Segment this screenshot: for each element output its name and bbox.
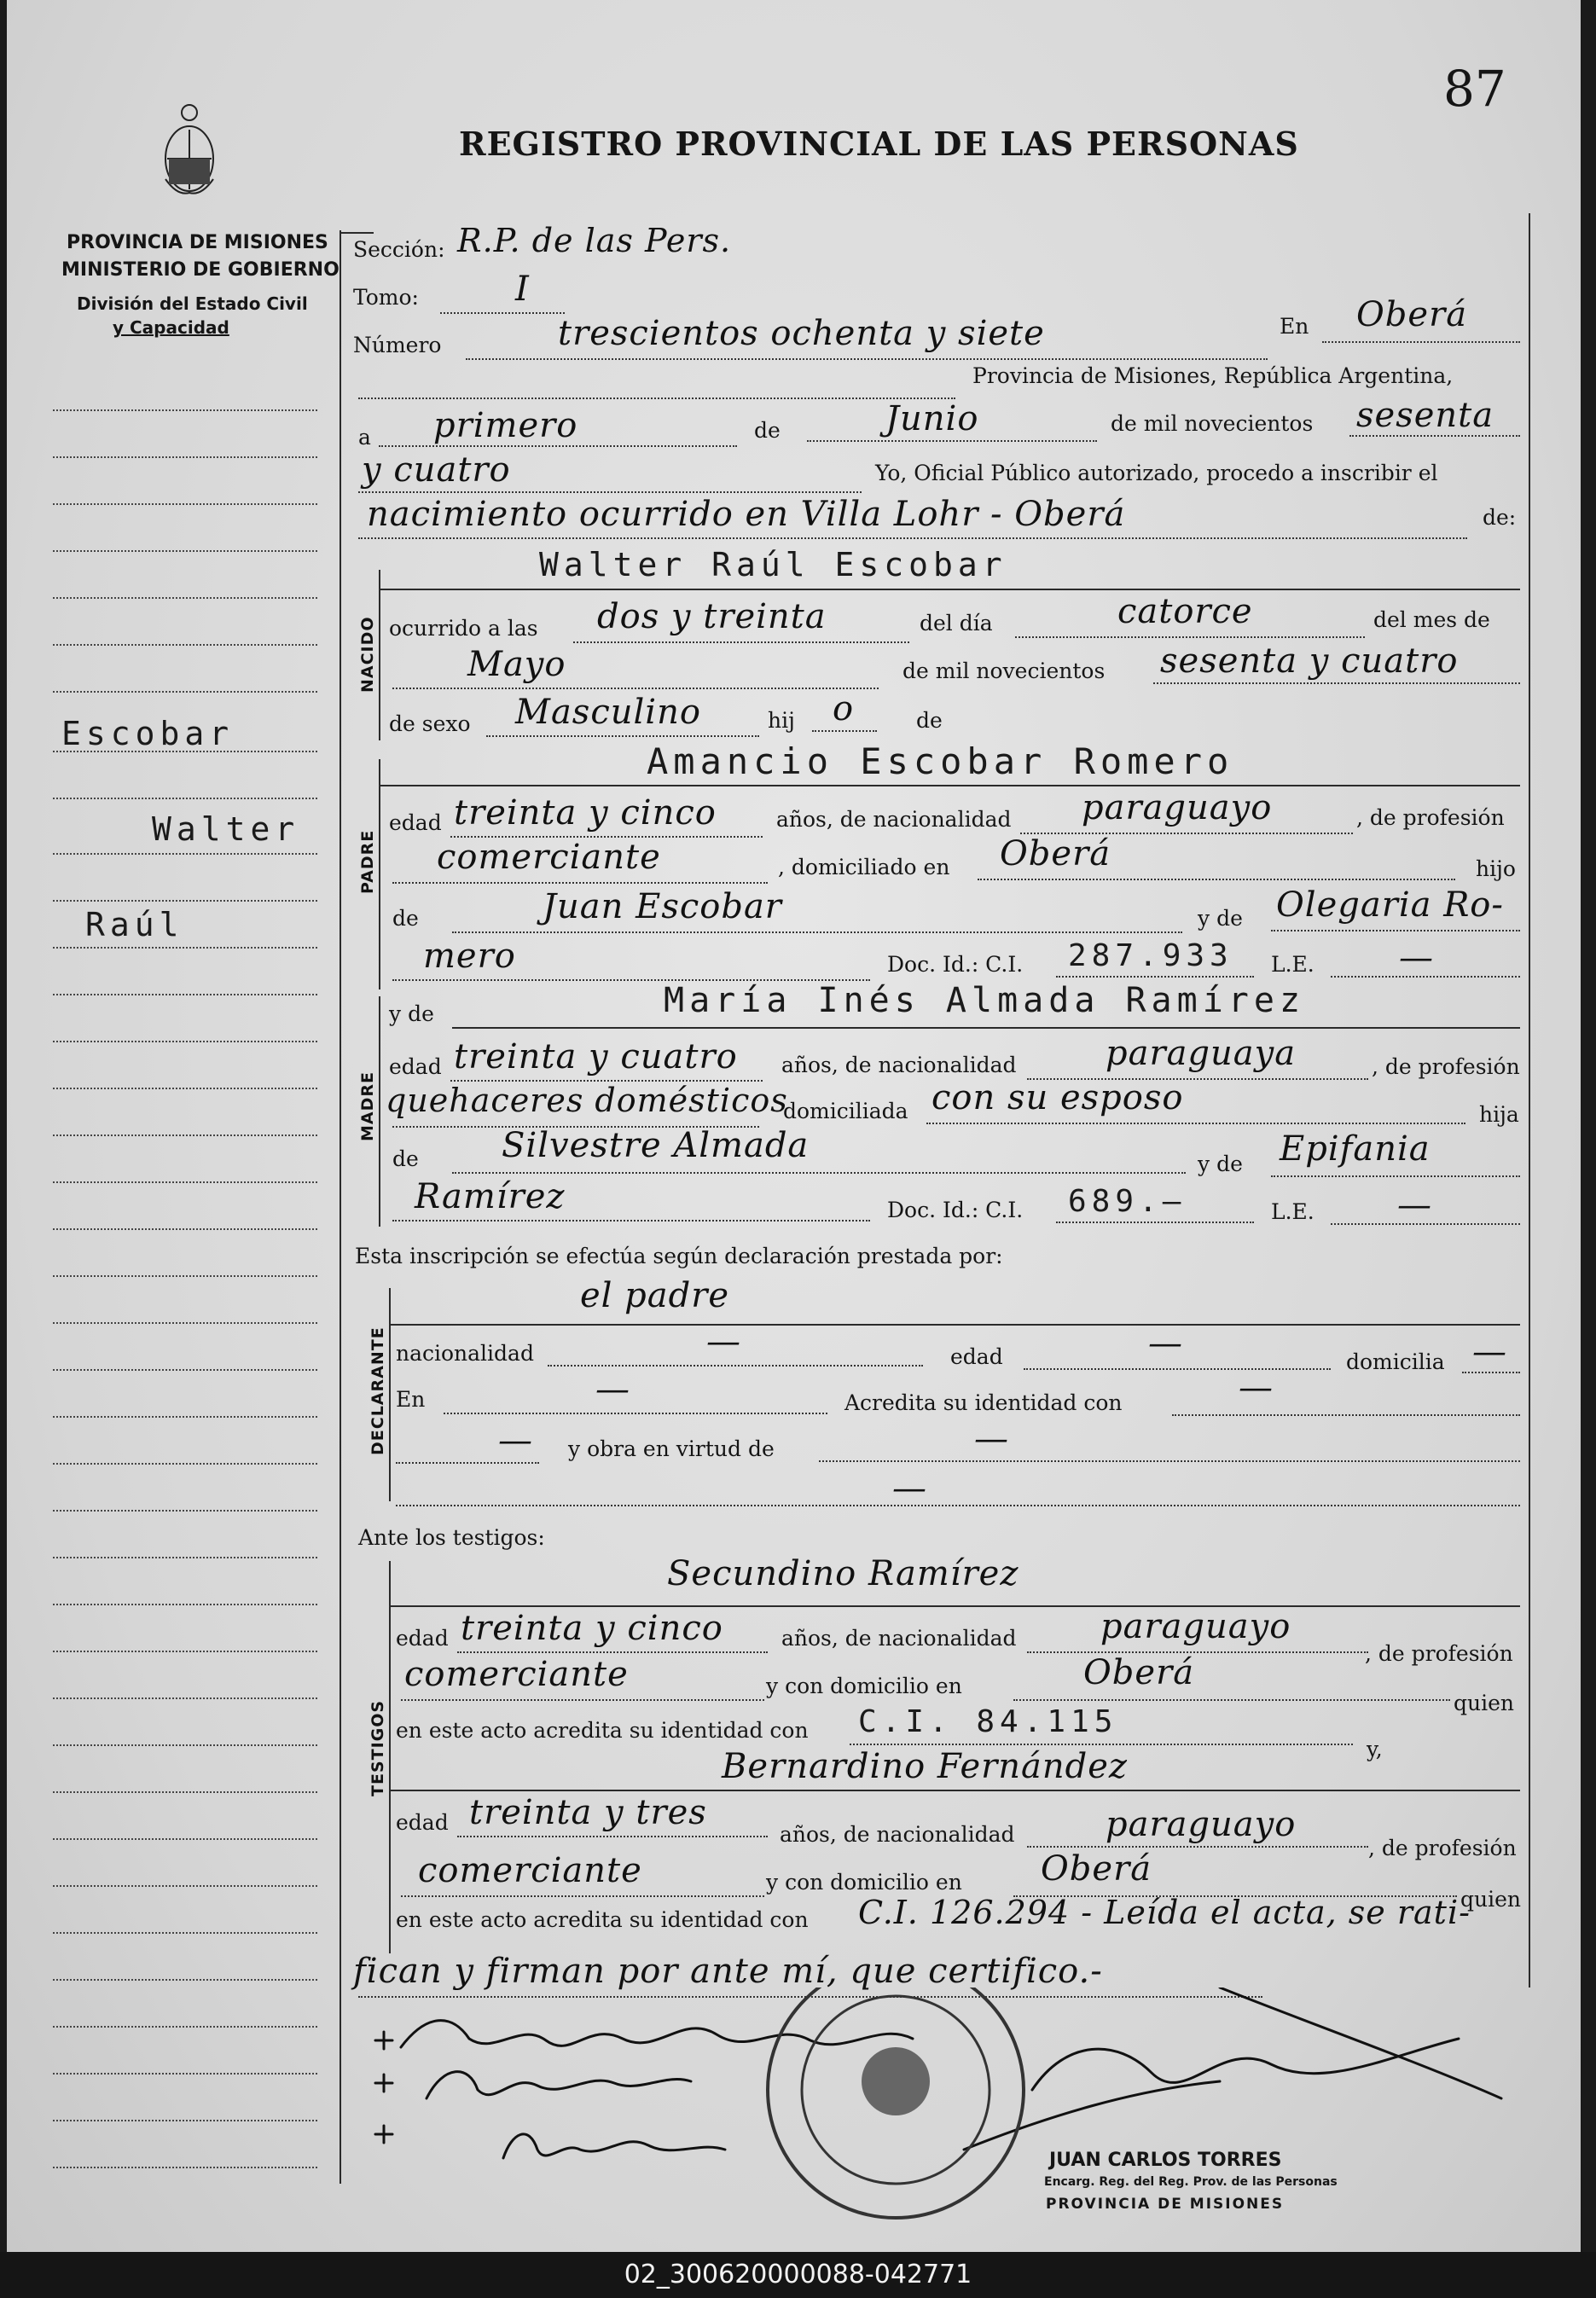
value-decl-extra: —	[892, 1469, 927, 1508]
dotted-line	[396, 1462, 539, 1464]
rule-line	[379, 785, 1520, 786]
margin-name-1: Walter	[152, 810, 300, 848]
value-padre-ci: 287.933	[1068, 938, 1233, 973]
label-domiciliado: , domiciliado en	[778, 855, 950, 879]
signature-testigo-1	[427, 2072, 691, 2098]
margin-line	[53, 550, 317, 552]
label-ocurrido: ocurrido a las	[389, 616, 538, 641]
value-madre-nac: paraguaya	[1106, 1034, 1297, 1073]
value-madre-prof: quehaceres domésticos	[386, 1082, 788, 1119]
value-t1-dom: Oberá	[1083, 1653, 1195, 1692]
dotted-line	[444, 1413, 827, 1414]
rule-line	[389, 1605, 1520, 1607]
dotted-line	[392, 882, 768, 884]
label-domiciliada: domiciliada	[783, 1099, 908, 1123]
value-cierre: fican y firman por ante mí, que certifico.-	[353, 1952, 1103, 1991]
dotted-line	[1027, 1846, 1368, 1848]
value-t1-nac: paraguayo	[1100, 1607, 1291, 1646]
value-madre-le: —	[1397, 1186, 1432, 1225]
margin-line	[53, 1041, 317, 1042]
dotted-line	[807, 440, 1097, 442]
rule-line	[452, 1027, 1520, 1029]
value-decl-acredita: —	[1239, 1368, 1274, 1407]
margin-line	[53, 1510, 317, 1512]
tag-testigos: TESTIGOS	[369, 1699, 387, 1796]
testigos-bracket	[389, 1561, 391, 1953]
label-con-dom-t2: y con domicilio en	[766, 1870, 962, 1895]
label-en: En	[1280, 314, 1309, 339]
margin-line	[53, 1369, 317, 1371]
frame-top-stub	[340, 232, 374, 234]
value-testigo1: Secundino Ramírez	[667, 1554, 1019, 1593]
margin-line	[53, 1088, 317, 1089]
dotted-line	[358, 537, 1467, 539]
margin-name-2: Raúl	[85, 906, 184, 943]
margin-line	[53, 1651, 317, 1652]
value-abuelo-m: Silvestre Almada	[502, 1126, 810, 1165]
dotted-line	[401, 1699, 764, 1701]
label-en-este-acto-t2: en este acto acredita su identidad con	[396, 1907, 809, 1932]
signature-padre	[401, 2021, 913, 2047]
label-de-mil: de mil novecientos	[1111, 411, 1314, 436]
value-t2-dom: Oberá	[1041, 1849, 1152, 1889]
value-mes-nac: Mayo	[467, 645, 566, 684]
margin-line	[53, 2026, 317, 2028]
label-de-abuelo-m: de	[392, 1146, 419, 1171]
value-padre-le: —	[1399, 938, 1434, 978]
value-abuela-p-a: Olegaria Ro-	[1276, 885, 1504, 925]
value-t2-nac: paraguayo	[1106, 1805, 1297, 1844]
label-con-dom-t1: y con domicilio en	[766, 1674, 962, 1698]
value-testigo2: Bernardino Fernández	[722, 1747, 1128, 1786]
value-numero: trescientos ochenta y siete	[558, 314, 1045, 353]
page-title: REGISTRO PROVINCIAL DE LAS PERSONAS	[459, 125, 1299, 163]
official-role: Encarg. Reg. del Reg. Prov. de las Personas	[1044, 2175, 1338, 2189]
label-en-decl: En	[396, 1387, 426, 1412]
official-province: PROVINCIA DE MISIONES	[1046, 2196, 1285, 2213]
dotted-line	[358, 491, 862, 493]
label-numero: Número	[353, 333, 442, 357]
value-abuela-m-b: Ramírez	[415, 1177, 566, 1216]
margin-line	[53, 1697, 317, 1699]
value-decl-edad: —	[1148, 1324, 1183, 1363]
value-dia: primero	[433, 406, 578, 445]
frame-right-line	[1529, 213, 1530, 1988]
label-seccion: Sección:	[353, 237, 445, 262]
label-de-profesion-t2: , de profesión	[1368, 1836, 1517, 1860]
margin-line	[53, 691, 317, 693]
value-t2-ci: C.I. 126.294 - Leída el acta, se rati-	[858, 1894, 1471, 1931]
value-t1-ci: C.I. 84.115	[858, 1704, 1118, 1739]
frame-left-line	[340, 230, 341, 2184]
value-decl-en: —	[595, 1370, 630, 1409]
dotted-line	[379, 445, 737, 447]
coat-of-arms-icon	[160, 101, 218, 201]
dotted-line	[1153, 682, 1520, 684]
label-doc-madre: Doc. Id.: C.I.	[887, 1198, 1024, 1222]
declarante-bracket	[389, 1288, 391, 1501]
margin-line	[53, 2120, 317, 2121]
signature-oficial	[1032, 2039, 1459, 2090]
dotted-line	[1013, 1699, 1450, 1701]
value-decl-dom: —	[1472, 1332, 1507, 1372]
margin-line	[53, 1322, 317, 1324]
value-abuela-m-a: Epifania	[1280, 1129, 1431, 1169]
label-del-mes: del mes de	[1373, 607, 1490, 632]
value-seccion: R.P. de las Pers.	[457, 222, 732, 259]
value-hora: dos y treinta	[597, 597, 827, 636]
label-tomo: Tomo:	[353, 285, 419, 310]
label-en-este-acto-t1: en este acto acredita su identidad con	[396, 1718, 809, 1743]
value-hij-suffix: o	[833, 689, 855, 728]
margin-line	[53, 1979, 317, 1981]
padre-bracket	[379, 759, 380, 989]
registry-seal	[768, 1988, 1024, 2218]
dotted-line	[850, 1744, 1353, 1745]
signature-testigo-2	[503, 2134, 725, 2158]
value-decl-obra: —	[974, 1419, 1009, 1459]
margin-line	[53, 1275, 317, 1277]
dotted-line	[1172, 1414, 1520, 1416]
margin-line	[53, 1791, 317, 1793]
label-de-abuelo-p: de	[392, 906, 419, 931]
official-name: JUAN CARLOS TORRES	[1049, 2150, 1282, 2171]
signatures-area	[367, 1988, 1561, 2243]
margin-line	[53, 1181, 317, 1183]
value-padre-prof: comerciante	[437, 838, 661, 877]
label-y-de-abuela-m: y de	[1198, 1152, 1243, 1176]
label-de-profesion-padre: , de profesión	[1356, 805, 1505, 830]
dotted-line	[452, 1172, 1186, 1174]
dotted-line	[1027, 1651, 1368, 1653]
dotted-line	[978, 879, 1455, 880]
margin-line	[53, 798, 317, 799]
margin-line	[53, 2167, 317, 2168]
page-number: 87	[1443, 60, 1506, 118]
org-line-2: MINISTERIO DE GOBIERNO	[61, 259, 340, 281]
dotted-line	[486, 735, 759, 737]
dotted-line	[1349, 435, 1520, 437]
margin-line	[53, 597, 317, 599]
label-de: de	[754, 418, 781, 443]
value-abuela-p-b: mero	[423, 937, 516, 976]
margin-line	[53, 1134, 317, 1136]
label-de-profesion-t1: , de profesión	[1365, 1641, 1513, 1666]
value-decl-nac: —	[706, 1322, 741, 1361]
value-padre-nac: paraguayo	[1082, 788, 1273, 827]
dotted-line	[926, 1123, 1465, 1124]
footer-id: 02_300620000088-042771	[0, 2252, 1596, 2298]
label-de-profesion-madre: , de profesión	[1372, 1054, 1520, 1079]
value-padre-nombre: Amancio Escobar Romero	[647, 740, 1234, 782]
margin-line	[53, 1838, 317, 1840]
value-t1-prof: comerciante	[404, 1655, 629, 1694]
value-anio-a: sesenta	[1356, 396, 1494, 435]
label-de-mil-2: de mil novecientos	[902, 659, 1106, 683]
label-le-padre: L.E.	[1271, 952, 1315, 977]
value-padre-dom: Oberá	[1000, 834, 1111, 873]
dotted-line	[1462, 1372, 1520, 1373]
tag-padre: PADRE	[358, 829, 377, 894]
rule-line	[389, 1324, 1520, 1326]
label-le-madre: L.E.	[1271, 1199, 1315, 1224]
margin-line	[53, 994, 317, 995]
value-madre-nombre: María Inés Almada Ramírez	[664, 981, 1306, 1020]
label-domicilia: domicilia	[1346, 1349, 1445, 1374]
tag-nacido: NACIDO	[358, 616, 377, 693]
rule-line	[389, 1790, 1520, 1791]
dotted-line	[1322, 341, 1520, 343]
dotted-line	[452, 931, 1182, 933]
dotted-line	[457, 1836, 768, 1837]
margin-line	[53, 1228, 317, 1230]
margin-line	[53, 1416, 317, 1418]
tag-declarante: DECLARANTE	[369, 1326, 387, 1455]
label-nacionalidad-decl: nacionalidad	[396, 1341, 534, 1366]
rule-line	[379, 589, 1520, 590]
margin-line	[53, 644, 317, 646]
dotted-line	[1056, 976, 1254, 978]
dotted-line	[548, 1365, 923, 1367]
label-edad-t1: edad	[396, 1626, 449, 1651]
org-line-3: División del Estado Civil	[77, 293, 308, 314]
dotted-line	[819, 1460, 1520, 1462]
value-nacimiento: nacimiento ocurrido en Villa Lohr - Oberá	[367, 495, 1126, 534]
label-doc-padre: Doc. Id.: C.I.	[887, 952, 1024, 977]
label-edad-decl: edad	[950, 1344, 1003, 1369]
value-decl-misc: —	[498, 1421, 533, 1460]
value-anio-nac: sesenta y cuatro	[1160, 641, 1459, 681]
dotted-line	[1024, 1368, 1331, 1370]
value-sexo: Masculino	[515, 693, 701, 732]
dotted-line	[358, 398, 955, 399]
value-padre-edad: treinta y cinco	[454, 793, 717, 833]
label-anos-nac-padre: años, de nacionalidad	[776, 807, 1012, 832]
label-del-dia: del día	[920, 611, 993, 635]
label-de-sexo: de sexo	[389, 711, 471, 736]
value-t2-prof: comerciante	[418, 1851, 642, 1890]
label-inscripcion: Esta inscripción se efectúa según declaración prestada por:	[355, 1244, 1003, 1268]
margin-line	[53, 853, 317, 855]
value-anio-b: y cuatro	[362, 450, 511, 490]
dotted-line	[440, 312, 565, 314]
dotted-line	[401, 1895, 764, 1897]
tag-madre: MADRE	[358, 1071, 377, 1141]
label-quien-t2: quien	[1460, 1887, 1521, 1912]
margin-line	[53, 1604, 317, 1605]
org-line-1: PROVINCIA DE MISIONES	[67, 232, 328, 253]
label-acredita: Acredita su identidad con	[844, 1390, 1123, 1415]
value-dia-nac: catorce	[1117, 592, 1253, 631]
label-obra: y obra en virtud de	[568, 1436, 775, 1461]
value-declarante: el padre	[580, 1276, 730, 1315]
org-line-4: y Capacidad	[113, 317, 229, 338]
madre-bracket	[379, 996, 380, 1227]
value-t2-edad: treinta y tres	[469, 1793, 707, 1832]
dotted-line	[1056, 1222, 1254, 1223]
label-anos-nac-madre: años, de nacionalidad	[781, 1053, 1017, 1077]
value-lugar: Oberá	[1356, 295, 1468, 334]
value-madre-ci: 689.—	[1068, 1184, 1187, 1219]
dotted-line	[1015, 636, 1365, 638]
margin-line	[53, 503, 317, 505]
label-a: a	[358, 425, 371, 450]
nacido-bracket	[379, 570, 380, 740]
margin-line	[53, 1463, 317, 1465]
margin-line	[53, 900, 317, 902]
label-edad-madre: edad	[389, 1054, 442, 1079]
dotted-line	[1271, 930, 1520, 931]
label-yo: Yo, Oficial Público autorizado, procedo a inscribir el	[875, 461, 1438, 485]
dotted-line	[1271, 1175, 1520, 1177]
label-de-colon: de:	[1483, 505, 1517, 530]
value-t1-edad: treinta y cinco	[461, 1609, 723, 1648]
dotted-line	[466, 358, 1268, 360]
margin-line	[53, 409, 317, 411]
margin-line	[53, 456, 317, 458]
margin-line	[53, 1885, 317, 1887]
label-hij: hij	[768, 708, 795, 733]
label-anos-nac-t2: años, de nacionalidad	[780, 1822, 1015, 1847]
label-ante: Ante los testigos:	[358, 1525, 545, 1550]
margin-line	[53, 1744, 317, 1746]
label-provincia: Provincia de Misiones, República Argentina,	[972, 363, 1454, 388]
dotted-line	[392, 1220, 870, 1222]
margin-line	[53, 1932, 317, 1934]
dotted-line	[457, 1651, 768, 1653]
margin-line	[53, 1557, 317, 1558]
value-madre-edad: treinta y cuatro	[454, 1037, 738, 1076]
dotted-line	[396, 1505, 1520, 1506]
margin-line	[53, 947, 317, 949]
label-hija: hija	[1479, 1102, 1519, 1127]
margin-line	[53, 2073, 317, 2075]
dotted-line	[812, 730, 877, 732]
label-y-de-madre: y de	[389, 1001, 434, 1026]
value-abuelo-p: Juan Escobar	[543, 887, 782, 926]
margin-surname: Escobar	[61, 715, 235, 752]
label-y-comma: y,	[1367, 1737, 1383, 1761]
label-quien-t1: quien	[1454, 1691, 1514, 1715]
value-tomo: I	[515, 270, 530, 309]
label-y-de-abuela-p: y de	[1198, 906, 1243, 931]
label-anos-nac-t1: años, de nacionalidad	[781, 1626, 1017, 1651]
dotted-line	[392, 688, 879, 689]
label-de-2: de	[916, 708, 943, 733]
value-nombre: Walter Raúl Escobar	[539, 546, 1007, 583]
value-mes: Junio	[885, 399, 979, 438]
label-hijo: hijo	[1476, 856, 1516, 881]
dotted-line	[573, 641, 909, 643]
value-madre-dom: con su esposo	[931, 1078, 1184, 1117]
label-edad-t2: edad	[396, 1810, 449, 1835]
label-edad-padre: edad	[389, 810, 442, 835]
